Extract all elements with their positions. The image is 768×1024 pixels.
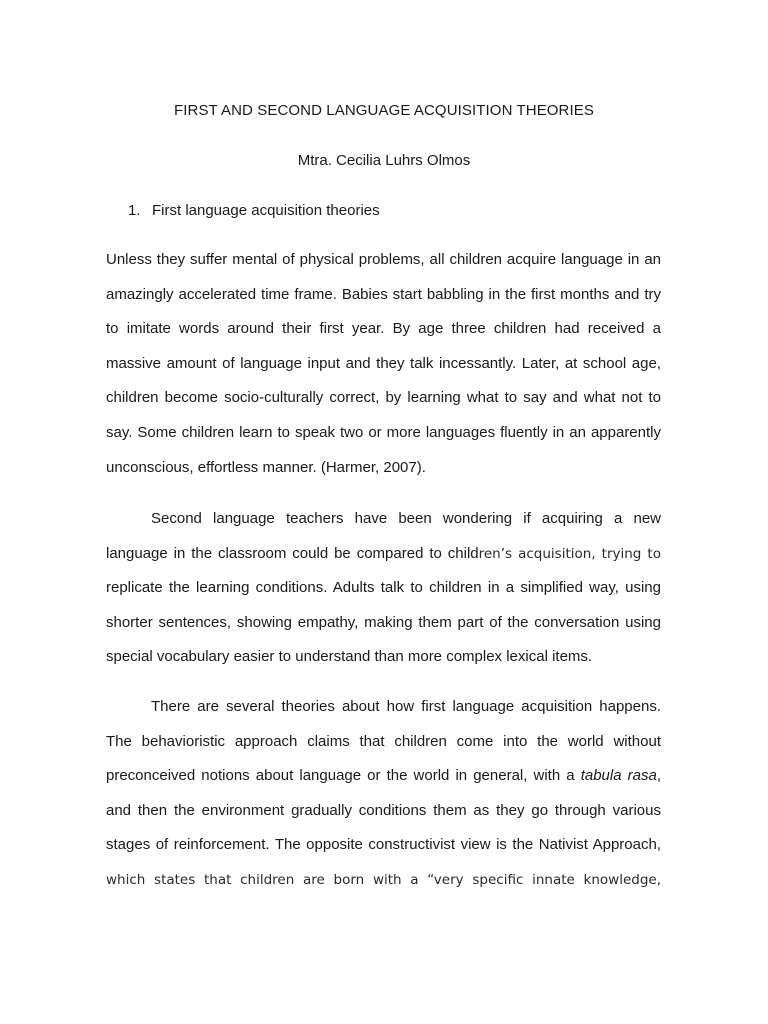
document-title: FIRST AND SECOND LANGUAGE ACQUISITION THEORIES bbox=[174, 102, 594, 119]
paragraph-line: and then the environment gradually conditions them as they go through various bbox=[106, 801, 661, 819]
paragraph-2 bbox=[106, 502, 661, 675]
paragraph-text-alt-font: ren’s acquisition, trying to bbox=[478, 545, 661, 562]
paragraph-line: special vocabulary easier to understand than more complex lexical items. bbox=[106, 648, 593, 666]
italic-term: tabula rasa bbox=[580, 767, 657, 785]
paragraph-line: shorter sentences, showing empathy, making them part of the conversation using bbox=[106, 613, 661, 631]
paragraph-line: massive amount of language input and they talk incessantly. Later, at school age, bbox=[106, 354, 661, 372]
paragraph-line bbox=[106, 759, 661, 794]
paragraph-text: language in the classroom could be compared to child bbox=[106, 544, 479, 562]
section-heading bbox=[128, 202, 380, 219]
paragraph-line: The behavioristic approach claims that children come into the world without bbox=[106, 732, 661, 750]
paragraph-text: preconceived notions about language or the world in general, with a bbox=[106, 767, 581, 785]
paragraph-1 bbox=[106, 243, 661, 485]
paragraph-line: amazingly accelerated time frame. Babies start babbling in the first months and try bbox=[106, 285, 661, 303]
paragraph-line: There are several theories about how first language acquisition happens. bbox=[151, 698, 661, 715]
document-author: Mtra. Cecilia Luhrs Olmos bbox=[297, 152, 471, 169]
paragraph-line-alt-font: which states that children are born with a “very specific innate knowledge, bbox=[106, 871, 661, 888]
paragraph-line bbox=[106, 537, 661, 572]
paragraph-3 bbox=[106, 690, 661, 898]
paragraph-line: to imitate words around their first year. By age three children had received a bbox=[106, 320, 661, 338]
section-heading-text: First language acquisition theories bbox=[152, 202, 380, 219]
paragraph-line: Unless they suffer mental of physical problems, all children acquire language in an bbox=[106, 251, 661, 268]
paragraph-line: Second language teachers have been wondering if acquiring a new bbox=[151, 510, 661, 527]
paragraph-line: say. Some children learn to speak two or more languages fluently in an apparently bbox=[106, 423, 661, 441]
paragraph-line: children become socio-culturally correct, by learning what to say and what not to bbox=[106, 389, 661, 407]
paragraph-line: unconscious, effortless manner. (Harmer, 2007). bbox=[106, 458, 426, 476]
paragraph-line: replicate the learning conditions. Adults talk to children in a simplified way, using bbox=[106, 579, 661, 597]
section-number: 1. bbox=[128, 202, 141, 219]
paragraph-text: , bbox=[656, 767, 661, 785]
paragraph-line: stages of reinforcement. The opposite constructivist view is the Nativist Approach, bbox=[106, 836, 661, 854]
